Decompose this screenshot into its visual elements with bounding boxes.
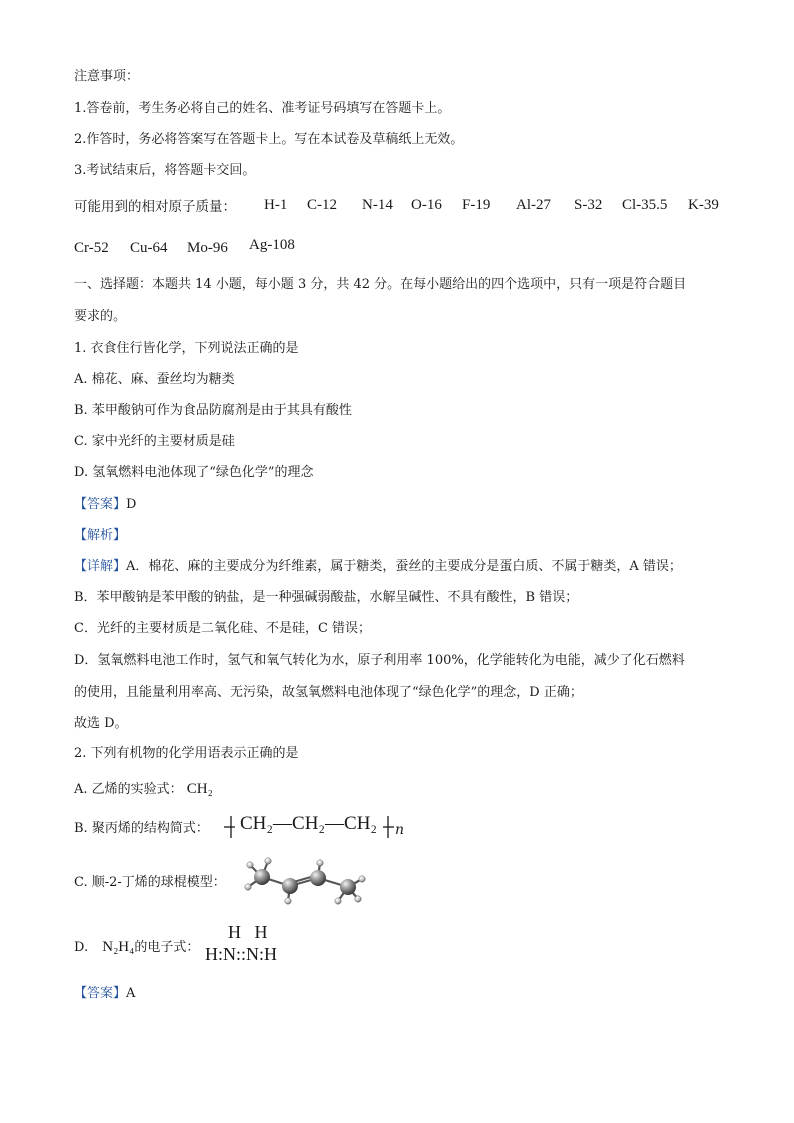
atomic-mass: H-1 [264, 197, 288, 213]
option-a-label: A. 乙烯的实验式： [74, 782, 183, 797]
electron-formula-bottom: H:N::N:H [205, 944, 277, 964]
q2-answer [74, 985, 135, 1003]
atomic-mass: Al-27 [516, 197, 551, 213]
atomic-mass-label: 可能用到的相对原子质量： [74, 199, 236, 215]
q1-detail-d-cont: 的使用，且能量利用率高、无污染，故氢氧燃料电池体现了“绿色化学”的理念，D 正确； [74, 685, 583, 700]
option-d-label: D. [74, 940, 89, 955]
option-d-suffix: 的电子式： [134, 940, 200, 955]
answer-label: 【答案】 [74, 497, 127, 512]
answer-value: D [126, 497, 137, 512]
answer-value: A [126, 986, 136, 1001]
atomic-mass: O-16 [411, 197, 442, 213]
q2-option-b [74, 820, 209, 838]
atomic-mass: Ag-108 [249, 237, 295, 253]
section-heading: 一、选择题：本题共 14 小题，每小题 3 分，共 42 分。在每小题给出的四个选项中，只有一项是符合题目 [74, 277, 687, 292]
q2-option-c [74, 874, 226, 892]
detail-text: A．棉花、麻的主要成分为纤维素，属于糖类，蚕丝的主要成分是蛋白质、不属于糖类，A 错误； [126, 559, 682, 574]
q1-option-d: D. 氢氧燃料电池体现了“绿色化学”的理念 [74, 465, 314, 480]
q1-detail-b: B．苯甲酸钠是苯甲酸的钠盐，是一种强碱弱酸盐，水解呈碱性、不具有酸性，B 错误； [74, 590, 579, 605]
analysis-label: 【解析】 [74, 528, 127, 543]
q1-detail-d: D．氢氧燃料电池工作时，氢气和氧气转化为水，原子利用率 100%，化学能转化为电能，减少了化石燃料 [74, 653, 685, 668]
q1-detail-a [74, 558, 682, 576]
q1-conclusion: 故选 D。 [74, 716, 128, 731]
atomic-mass: Mo-96 [187, 240, 228, 256]
atomic-mass: Cl-35.5 [622, 197, 668, 213]
q2-stem: 2. 下列有机物的化学用语表示正确的是 [74, 746, 299, 761]
left-bracket-icon [222, 814, 236, 840]
option-b-formula: CH₂—CH₂—CH₂ [240, 813, 378, 834]
q1-detail-c: C．光纤的主要材质是二氧化硅、不是硅，C 错误； [74, 621, 372, 636]
option-a-formula: CH₂ [186, 781, 213, 797]
q1-answer [74, 496, 136, 514]
atomic-mass: N-14 [362, 197, 393, 213]
q1-option-b: B. 苯甲酸钠可作为食品防腐剂是由于其具有酸性 [74, 403, 352, 418]
option-b-label: B. 聚丙烯的结构简式： [74, 821, 209, 836]
option-c-label: C. 顺-2-丁烯的球棍模型： [74, 875, 226, 890]
q1-option-a: A. 棉花、麻、蚕丝均为糖类 [74, 372, 235, 387]
option-b-subscript-n: n [395, 822, 405, 838]
atomic-mass: K-39 [688, 197, 719, 213]
q2-option-a [74, 780, 213, 799]
notice-item: 1.答卷前，考生务必将自己的姓名、准考证号码填写在答题卡上。 [74, 101, 451, 116]
electron-formula-top: H H [228, 922, 268, 942]
answer-label: 【答案】 [74, 986, 127, 1001]
notice-item: 2.作答时，务必将答案写在答题卡上。写在本试卷及草稿纸上无效。 [74, 132, 464, 147]
ball-and-stick-model-icon [240, 851, 372, 909]
atomic-mass: Cu-64 [130, 240, 168, 256]
q1-analysis-label [74, 527, 126, 545]
notice-item: 3.考试结束后，将答题卡交回。 [74, 163, 256, 178]
detail-label: 【详解】 [74, 559, 127, 574]
atomic-mass: C-12 [307, 197, 337, 213]
atomic-mass: S-32 [574, 197, 603, 213]
q2-option-d [74, 938, 199, 957]
option-d-formula: N₂H₄ [102, 939, 135, 955]
section-heading-cont: 要求的。 [74, 309, 127, 324]
q1-stem: 1. 衣食住行皆化学，下列说法正确的是 [74, 341, 299, 356]
notice-title: 注意事项： [74, 69, 140, 84]
q1-option-c: C. 家中光纤的主要材质是硅 [74, 434, 235, 449]
atomic-mass: F-19 [462, 197, 491, 213]
atomic-mass: Cr-52 [74, 240, 109, 256]
